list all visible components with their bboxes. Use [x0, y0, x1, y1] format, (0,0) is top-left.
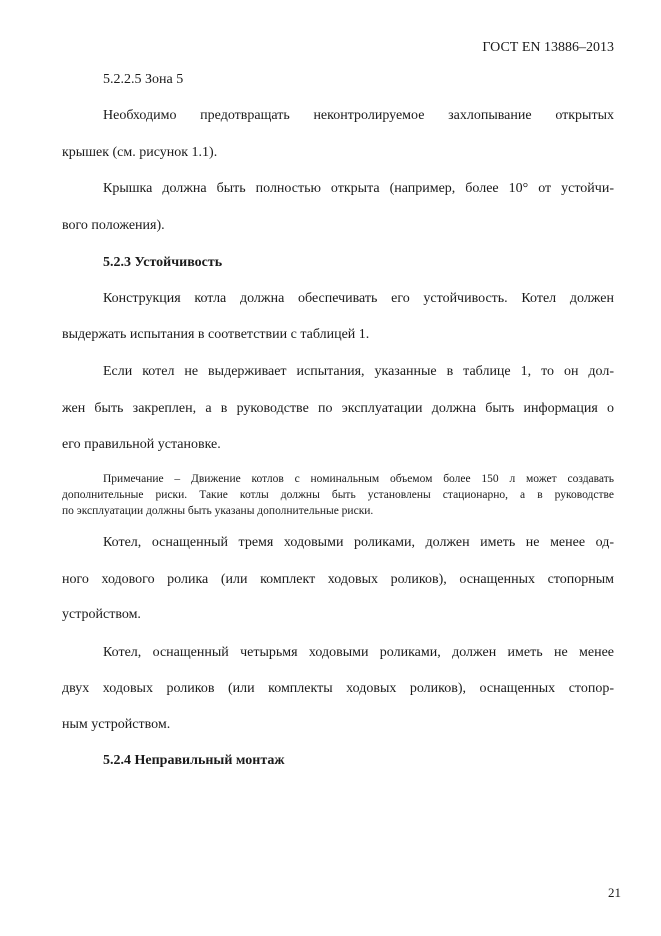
note-line: по эксплуатации должны быть указаны дополнительные риски. [62, 505, 374, 517]
paragraph-line: Если котел не выдерживает испытания, указанные в таблице 1, то он дол- [103, 364, 614, 379]
paragraph-line: жен быть закреплен, а в руководстве по эксплуатации должна быть информация о [62, 401, 614, 416]
section-heading-523: 5.2.3 Устойчивость [103, 255, 223, 270]
section-heading-5225: 5.2.2.5 Зона 5 [103, 72, 184, 87]
paragraph-line: Котел, оснащенный тремя ходовыми роликами, должен иметь не менее од- [103, 535, 614, 550]
paragraph-line: Конструкция котла должна обеспечивать его устойчивость. Котел должен [103, 291, 614, 306]
paragraph-line: ным устройством. [62, 717, 171, 732]
paragraph-line: крышек (см. рисунок 1.1). [62, 145, 218, 160]
paragraph-line: Котел, оснащенный четырьмя ходовыми роликами, должен иметь не менее [103, 645, 614, 660]
paragraph-line: устройством. [62, 607, 141, 622]
section-heading-524: 5.2.4 Неправильный монтаж [103, 753, 285, 768]
page-number: 21 [608, 885, 621, 900]
paragraph-line: ного ходового ролика (или комплект ходовых роликов), оснащенных стопорным [62, 572, 614, 587]
document-code-header: ГОСТ EN 13886–2013 [482, 40, 614, 55]
note-line: дополнительные риски. Такие котлы должны быть установлены стационарно, а в руководстве [62, 489, 614, 501]
paragraph-line: его правильной установке. [62, 437, 221, 452]
paragraph-line: двух ходовых роликов (или комплекты ходовых роликов), оснащенных стопор- [62, 681, 614, 696]
note-line: Примечание – Движение котлов с номинальным объемом более 150 л может создавать [103, 473, 614, 485]
paragraph-line: Необходимо предотвращать неконтролируемое захлопывание открытых [103, 108, 614, 123]
paragraph-line: выдержать испытания в соответствии с таблицей 1. [62, 327, 370, 342]
paragraph-line: вого положения). [62, 218, 165, 233]
paragraph-line: Крышка должна быть полностью открыта (например, более 10° от устойчи- [103, 181, 614, 196]
